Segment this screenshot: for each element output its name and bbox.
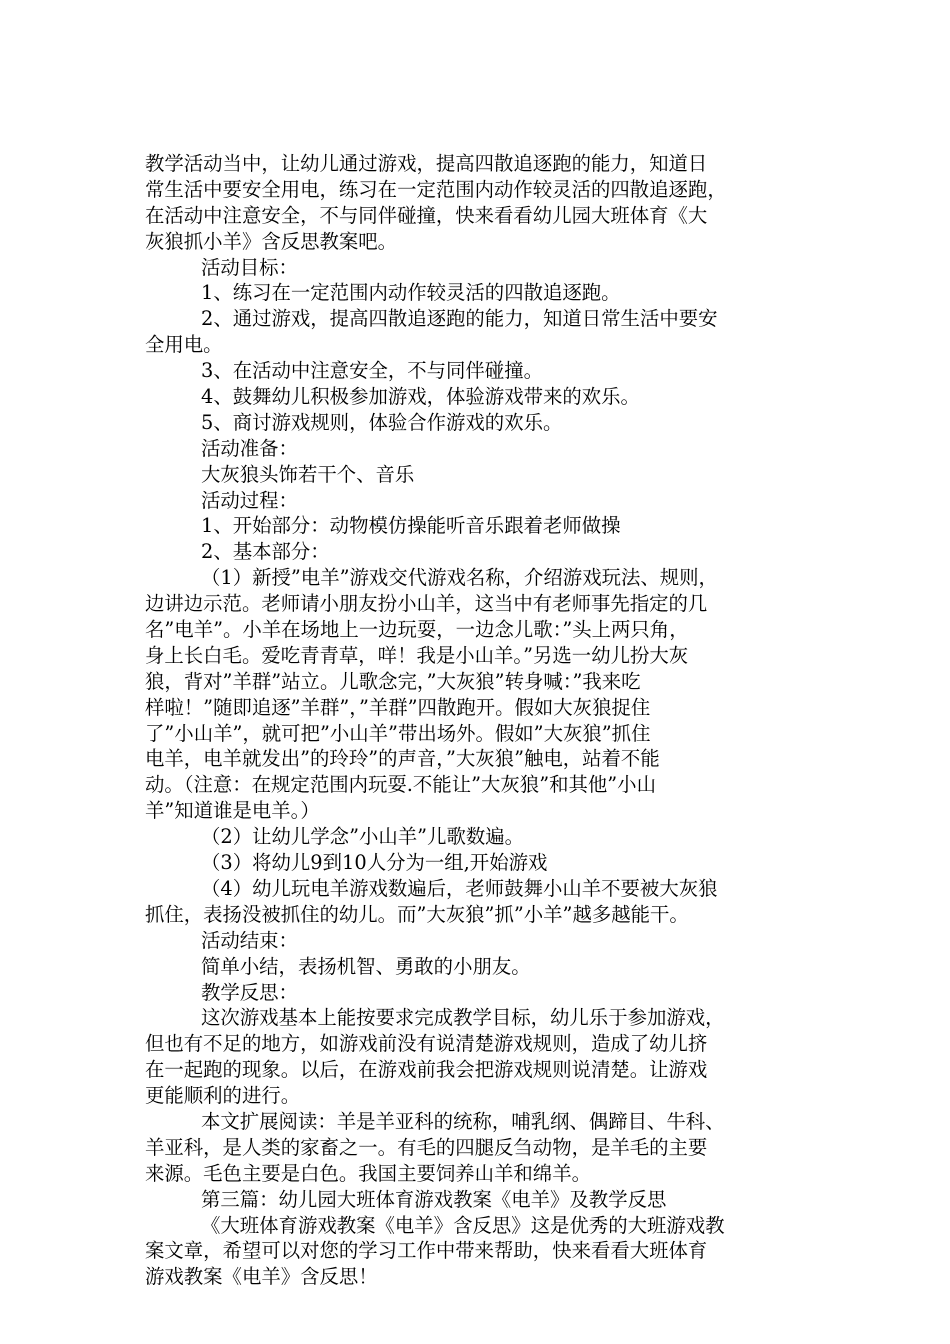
text-line: 1、开始部分：动物模仿操能听音乐跟着老师做操 [201,514,621,538]
text-line: 游戏教案《电羊》含反思！ [145,1265,378,1289]
text-line: 来源。毛色主要是白色。我国主要饲养山羊和绵羊。 [145,1161,591,1185]
text-line: 案文章，希望可以对您的学习工作中带来帮助，快来看看大班体育 [145,1239,708,1263]
text-line: 名”电羊”。小羊在场地上一边玩耍，一边念儿歌：”头上两只角， [145,618,689,642]
text-line: 全用电。 [145,333,223,357]
text-line: 但也有不足的地方，如游戏前没有说清楚游戏规则，造成了幼儿挤 [145,1032,708,1056]
text-line: 简单小结，表扬机智、勇敢的小朋友。 [201,954,531,978]
text-line: 在一起跑的现象。以后，在游戏前我会把游戏规则说清楚。让游戏 [145,1058,708,1082]
text-line: 第三篇：幼儿园大班体育游戏教案《电羊》及教学反思 [201,1187,667,1211]
text-line: 更能顺利的进行。 [145,1084,301,1108]
text-line: 常生活中要安全用电，练习在一定范围内动作较灵活的四散追逐跑， [145,177,727,201]
text-line: 2、基本部分： [201,540,330,564]
text-line: 羊”知道谁是电羊。） [145,799,320,823]
text-line: 抓住，表扬没被抓住的幼儿。而”大灰狼”抓”小羊”越多越能干。 [145,902,689,926]
text-line: 活动结束： [201,928,298,952]
text-line: 本文扩展阅读：羊是羊亚科的统称，哺乳纲、偶蹄目、牛科、 [201,1109,725,1133]
document-body [145,151,813,1290]
text-line: （4）幼儿玩电羊游戏数遍后，老师鼓舞小山羊不要被大灰狼 [201,876,718,900]
text-line: 5、商讨游戏规则，体验合作游戏的欢乐。 [201,410,563,434]
text-line: 灰狼抓小羊》含反思教案吧。 [145,229,398,253]
text-line: 活动准备： [201,436,298,460]
text-line: 这次游戏基本上能按要求完成教学目标，幼儿乐于参加游戏， [201,1006,725,1030]
text-line: 4、鼓舞幼儿积极参加游戏，体验游戏带来的欢乐。 [201,385,640,409]
text-line: 了”小山羊”，就可把”小山羊”带出场外。假如”大灰狼”抓住 [145,721,651,745]
text-line: （1）新授”电羊”游戏交代游戏名称，介绍游戏玩法、规则， [201,566,718,590]
text-line: （3）将幼儿9到10人分为一组,开始游戏 [201,851,548,875]
text-line: 羊亚科，是人类的家畜之一。有毛的四腿反刍动物，是羊毛的主要 [145,1135,708,1159]
text-line: 电羊，电羊就发出”的玲玲”的声音，”大灰狼”触电，站着不能 [145,747,660,771]
text-line: 身上长白毛。爱吃青青草，咩！我是小山羊。”另选一幼儿扮大灰 [145,643,689,667]
text-line: 教学活动当中，让幼儿通过游戏，提高四散追逐跑的能力，知道日 [145,152,708,175]
text-line: 样啦！”随即追逐”羊群”，”羊群”四散跑开。假如大灰狼捉住 [145,695,651,719]
text-line: 活动目标： [201,255,298,279]
text-line: 教学反思： [201,980,298,1004]
text-line: 边讲边示范。老师请小朋友扮小山羊，这当中有老师事先指定的几 [145,592,708,616]
text-line: 3、在活动中注意安全，不与同伴碰撞。 [201,359,543,383]
text-line: 在活动中注意安全，不与同伴碰撞，快来看看幼儿园大班体育《大 [145,203,708,227]
text-line: 动。（注意：在规定范围内玩耍.不能让”大灰狼”和其他”小山 [145,773,656,797]
text-line: 《大班体育游戏教案《电羊》含反思》这是优秀的大班游戏教 [201,1213,725,1237]
text-line: 2、通过游戏，提高四散追逐跑的能力，知道日常生活中要安 [201,307,718,331]
text-line: （2）让幼儿学念”小山羊”儿歌数遍。 [201,825,525,849]
text-line: 狼，背对”羊群”站立。儿歌念完，”大灰狼”转身喊：”我来吃 [145,669,641,693]
text-line: 活动过程： [201,488,298,512]
text-line: 大灰狼头饰若干个、音乐 [201,462,415,486]
text-line: 1、练习在一定范围内动作较灵活的四散追逐跑。 [201,281,621,305]
